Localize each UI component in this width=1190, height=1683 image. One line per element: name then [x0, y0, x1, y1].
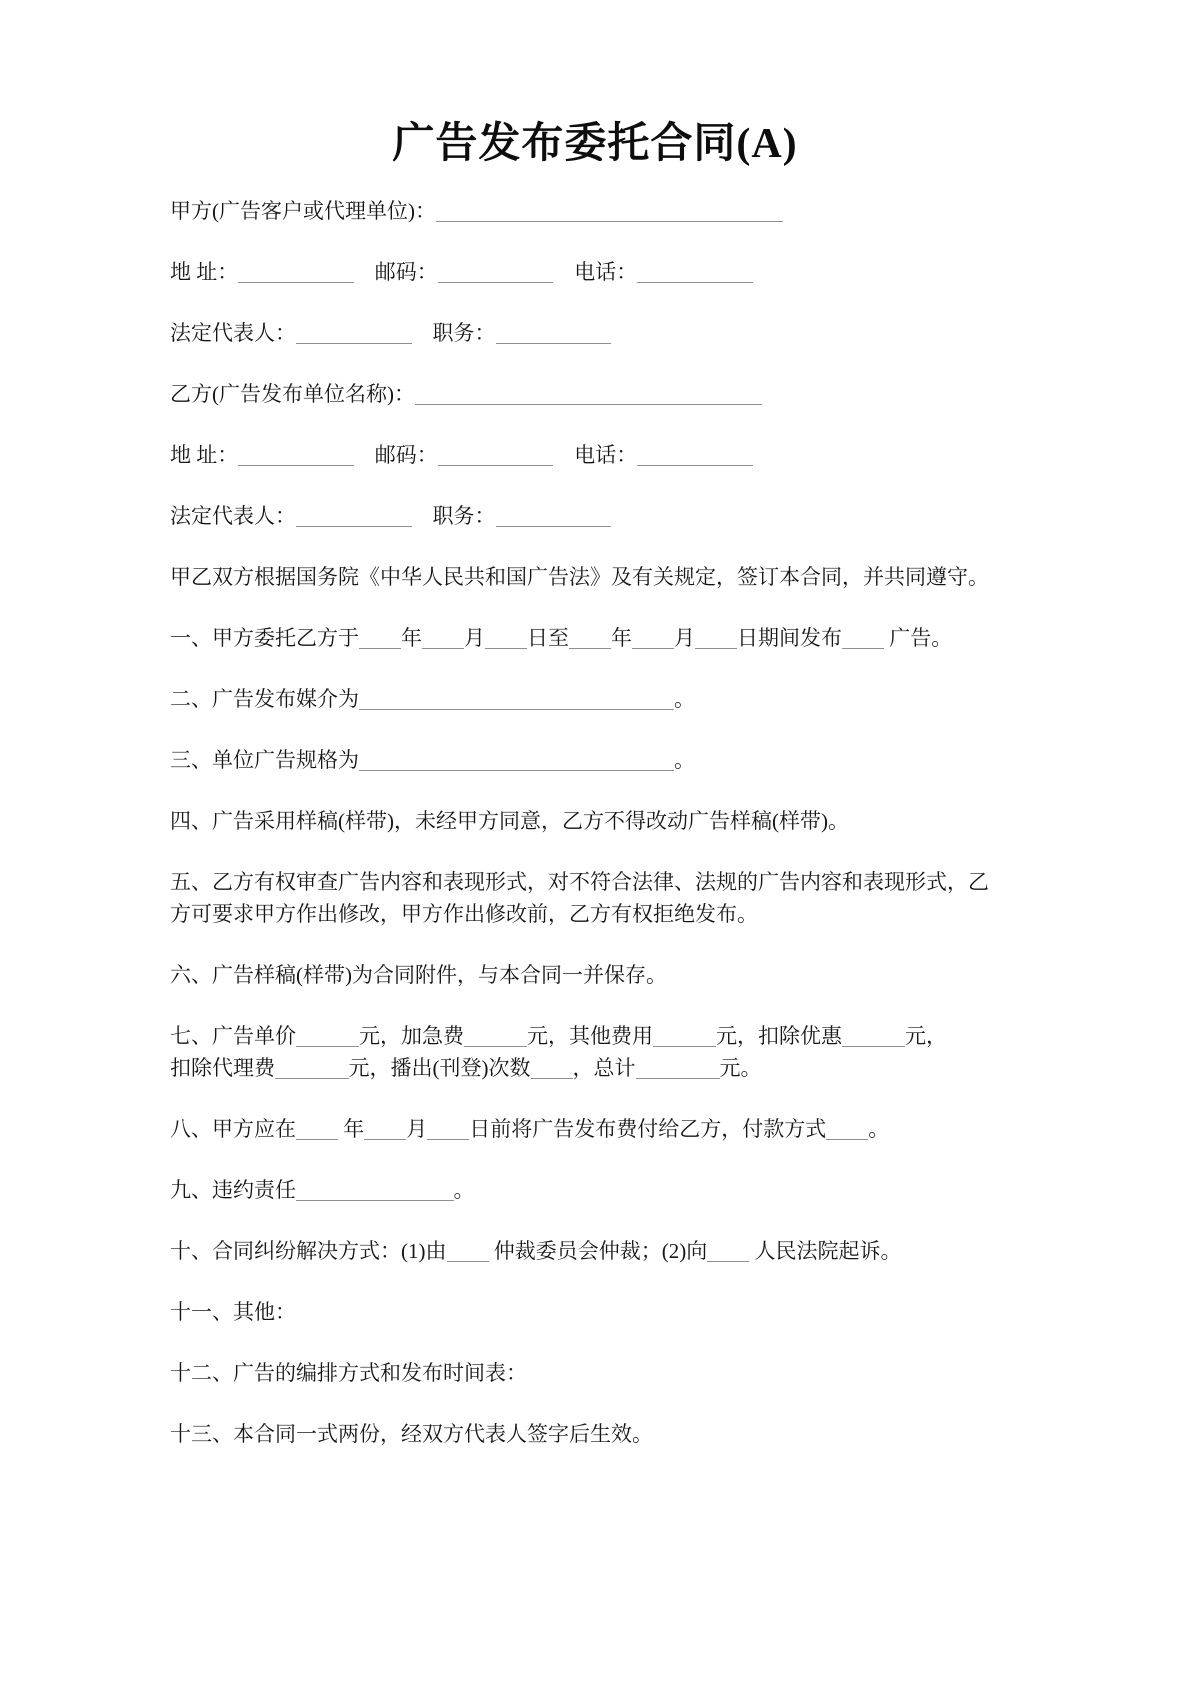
text-run: 方可要求甲方作出修改，甲方作出修改前，乙方有权拒绝发布。	[170, 901, 758, 926]
clause-7	[170, 1020, 1020, 1084]
clause-8	[170, 1113, 1020, 1145]
text-run: 元，	[905, 1023, 947, 1048]
blank-field	[695, 628, 737, 649]
clause-2	[170, 683, 1020, 715]
clause-13	[170, 1418, 1020, 1450]
blank-field	[296, 506, 412, 527]
blank-field	[238, 445, 354, 466]
text-run: 年	[401, 625, 422, 650]
text-run: 日前将广告发布费付给乙方，付款方式	[469, 1116, 827, 1141]
text-run: 日至	[527, 625, 569, 650]
blank-field	[427, 1119, 469, 1140]
text-run: 十、合同纠纷解决方式：(1)由	[170, 1238, 447, 1263]
preamble	[170, 561, 1020, 593]
text-run: 四、广告采用样稿(样带)，未经甲方同意，乙方不得改动广告样稿(样带)。	[170, 808, 849, 833]
text-run: 十三、本合同一式两份，经双方代表人签字后生效。	[170, 1421, 653, 1446]
text-run: 三、单位广告规格为	[170, 747, 359, 772]
text-run: 电话：	[553, 442, 638, 467]
blank-field	[632, 628, 674, 649]
party-a-representative-line	[170, 317, 1020, 349]
text-run: ，总计	[572, 1055, 636, 1080]
text-run: 。	[674, 686, 695, 711]
blank-field	[464, 1026, 527, 1047]
text-run: 地 址：	[170, 259, 239, 284]
text-run: 元，其他费用	[527, 1023, 653, 1048]
party-a-contact-line	[170, 256, 1020, 288]
text-run: 月	[674, 625, 695, 650]
blank-field	[296, 323, 412, 344]
party-b-contact-line	[170, 439, 1020, 471]
text-run: 月	[406, 1116, 428, 1141]
blank-field	[438, 262, 554, 283]
document-title: 广告发布委托合同(A)	[392, 121, 798, 167]
party-a-name-line	[170, 195, 1020, 227]
text-run: 广告。	[884, 625, 953, 650]
blank-field	[296, 1026, 359, 1047]
blank-field	[496, 323, 612, 344]
blank-field	[496, 506, 612, 527]
text-run: 。	[674, 747, 695, 772]
text-run: 。	[868, 1116, 890, 1141]
text-run: 元，扣除优惠	[716, 1023, 842, 1048]
blank-field	[447, 1241, 489, 1262]
text-run: 年	[611, 625, 632, 650]
blank-field	[364, 1119, 406, 1140]
text-run: 月	[464, 625, 485, 650]
clause-1	[170, 622, 1020, 654]
text-run: 七、广告单价	[170, 1023, 296, 1048]
text-run: 扣除代理费	[170, 1055, 275, 1080]
blank-field	[842, 1026, 905, 1047]
party-b-name-line	[170, 378, 1020, 410]
blank-field	[637, 262, 753, 283]
blank-field	[569, 628, 611, 649]
text-run: 仲裁委员会仲裁；(2)向	[488, 1238, 708, 1263]
text-run: 法定代表人：	[170, 320, 296, 345]
blank-field	[842, 628, 884, 649]
text-run: 职务：	[411, 320, 496, 345]
blank-field	[436, 201, 783, 222]
blank-field	[422, 628, 464, 649]
blank-field	[275, 1058, 349, 1079]
text-run: 甲乙双方根据国务院《中华人民共和国广告法》及有关规定，签订本合同，并共同遵守。	[170, 564, 989, 589]
text-run: 甲方(广告客户或代理单位)：	[170, 198, 436, 223]
clause-12	[170, 1357, 1020, 1389]
text-run: 年	[338, 1116, 365, 1141]
text-run: 六、广告样稿(样带)为合同附件，与本合同一并保存。	[170, 962, 667, 987]
clause-11	[170, 1296, 1020, 1328]
clause-3	[170, 744, 1020, 776]
text-run: 元，加急费	[359, 1023, 464, 1048]
clause-5	[170, 866, 1020, 930]
text-run: 邮码：	[353, 259, 438, 284]
text-run: 地 址：	[170, 442, 239, 467]
text-run: 八、甲方应在	[170, 1116, 296, 1141]
clause-6	[170, 959, 1020, 991]
blank-field	[707, 1241, 749, 1262]
blank-field	[296, 1119, 338, 1140]
text-run: 邮码：	[353, 442, 438, 467]
text-run: 五、乙方有权审查广告内容和表现形式，对不符合法律、法规的广告内容和表现形式，乙	[170, 869, 989, 894]
text-run: 乙方(广告发布单位名称)：	[170, 381, 415, 406]
blank-field	[636, 1058, 720, 1079]
text-run: 元，播出(刊登)次数	[348, 1055, 531, 1080]
clause-4	[170, 805, 1020, 837]
text-run: 十二、广告的编排方式和发布时间表：	[170, 1360, 527, 1385]
text-run: 职务：	[411, 503, 496, 528]
text-run: 一、甲方委托乙方于	[170, 625, 359, 650]
text-run: 九、违约责任	[170, 1177, 296, 1202]
blank-field	[296, 1180, 454, 1201]
blank-field	[653, 1026, 716, 1047]
blank-field	[438, 445, 554, 466]
blank-field	[826, 1119, 868, 1140]
blank-field	[359, 689, 674, 710]
party-b-representative-line	[170, 500, 1020, 532]
blank-field	[359, 750, 674, 771]
clause-10	[170, 1235, 1020, 1267]
blank-field	[238, 262, 354, 283]
blank-field	[359, 628, 401, 649]
text-run: 。	[453, 1177, 475, 1202]
text-run: 十一、其他：	[170, 1299, 296, 1324]
document-body	[170, 195, 1020, 1450]
text-run: 人民法院起诉。	[749, 1238, 902, 1263]
text-run: 元。	[719, 1055, 762, 1080]
text-run: 日期间发布	[737, 625, 842, 650]
text-run: 二、广告发布媒介为	[170, 686, 359, 711]
blank-field	[637, 445, 753, 466]
blank-field	[485, 628, 527, 649]
blank-field	[531, 1058, 573, 1079]
clause-9	[170, 1174, 1020, 1206]
blank-field	[415, 384, 762, 405]
text-run: 法定代表人：	[170, 503, 296, 528]
text-run: 电话：	[553, 259, 638, 284]
